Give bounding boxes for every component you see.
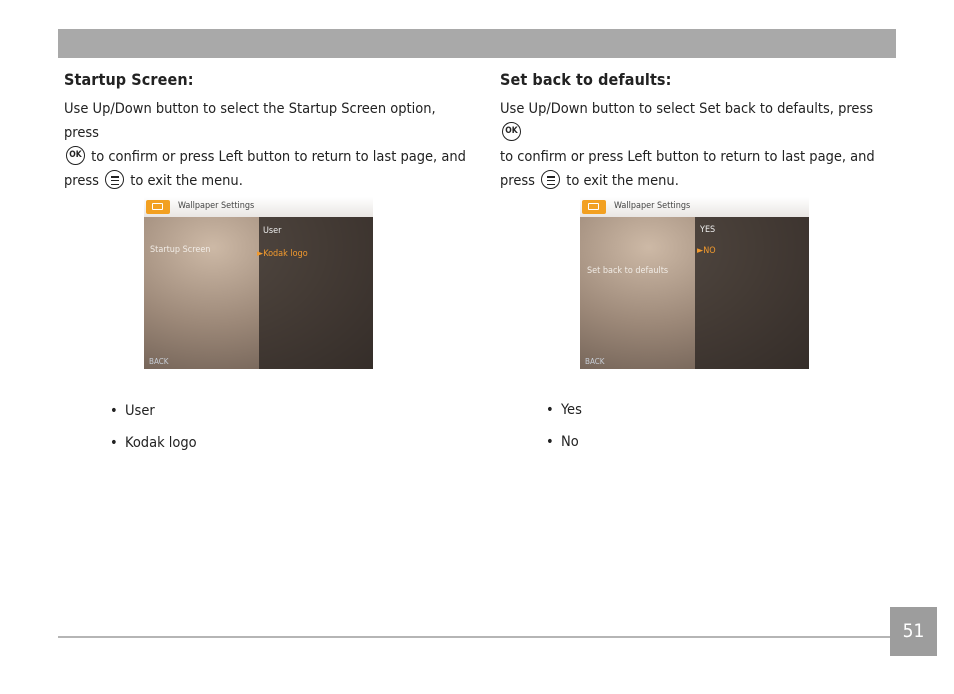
footer-divider bbox=[58, 636, 891, 638]
list-item: • No bbox=[546, 432, 582, 464]
screen-header bbox=[580, 197, 809, 217]
screen-option-no: ►NO bbox=[697, 246, 716, 256]
screen-back-label: BACK bbox=[149, 357, 169, 366]
list-item: • User bbox=[110, 401, 197, 433]
screen-option-user: User bbox=[263, 226, 282, 236]
screen-menu-label: Set back to defaults bbox=[587, 266, 669, 276]
options-panel bbox=[695, 217, 809, 369]
screen-menu-label: Startup Screen bbox=[150, 245, 211, 255]
ok-button-icon: OK bbox=[502, 122, 521, 141]
header-bar bbox=[58, 29, 896, 58]
screen-title: Wallpaper Settings bbox=[178, 201, 255, 211]
screen-header bbox=[144, 197, 373, 217]
startup-options-list bbox=[110, 401, 197, 465]
section-heading: Set back to defaults: bbox=[500, 70, 672, 89]
section-instructions: Use Up/Down button to select the Startup Screen option, press OK to confirm or press Left button to return to last page, and press to exit the menu. bbox=[64, 101, 466, 189]
startup-screen-section bbox=[64, 70, 474, 193]
menu-button-icon bbox=[541, 170, 560, 189]
menu-button-icon bbox=[105, 170, 124, 189]
camera-screen-startup bbox=[144, 197, 373, 369]
wallpaper-tab-icon bbox=[146, 200, 170, 214]
list-item: • Kodak logo bbox=[110, 433, 197, 465]
screen-title: Wallpaper Settings bbox=[614, 201, 691, 211]
section-instructions: Use Up/Down button to select Set back to defaults, press OK to confirm or press Left button to return to last page, and press to exit the menu. bbox=[500, 101, 875, 189]
screen-option-kodak-logo: ►Kodak logo bbox=[257, 249, 308, 259]
screen-back-label: BACK bbox=[585, 357, 605, 366]
page-number: 51 bbox=[890, 607, 937, 656]
wallpaper-tab-icon bbox=[582, 200, 606, 214]
defaults-options-list bbox=[546, 400, 582, 464]
set-back-to-defaults-section bbox=[500, 70, 890, 193]
section-heading: Startup Screen: bbox=[64, 70, 194, 89]
list-item: • Yes bbox=[546, 400, 582, 432]
options-panel bbox=[259, 217, 373, 369]
screen-option-yes: YES bbox=[700, 225, 716, 235]
camera-screen-defaults bbox=[580, 197, 809, 369]
ok-button-icon: OK bbox=[66, 146, 85, 165]
